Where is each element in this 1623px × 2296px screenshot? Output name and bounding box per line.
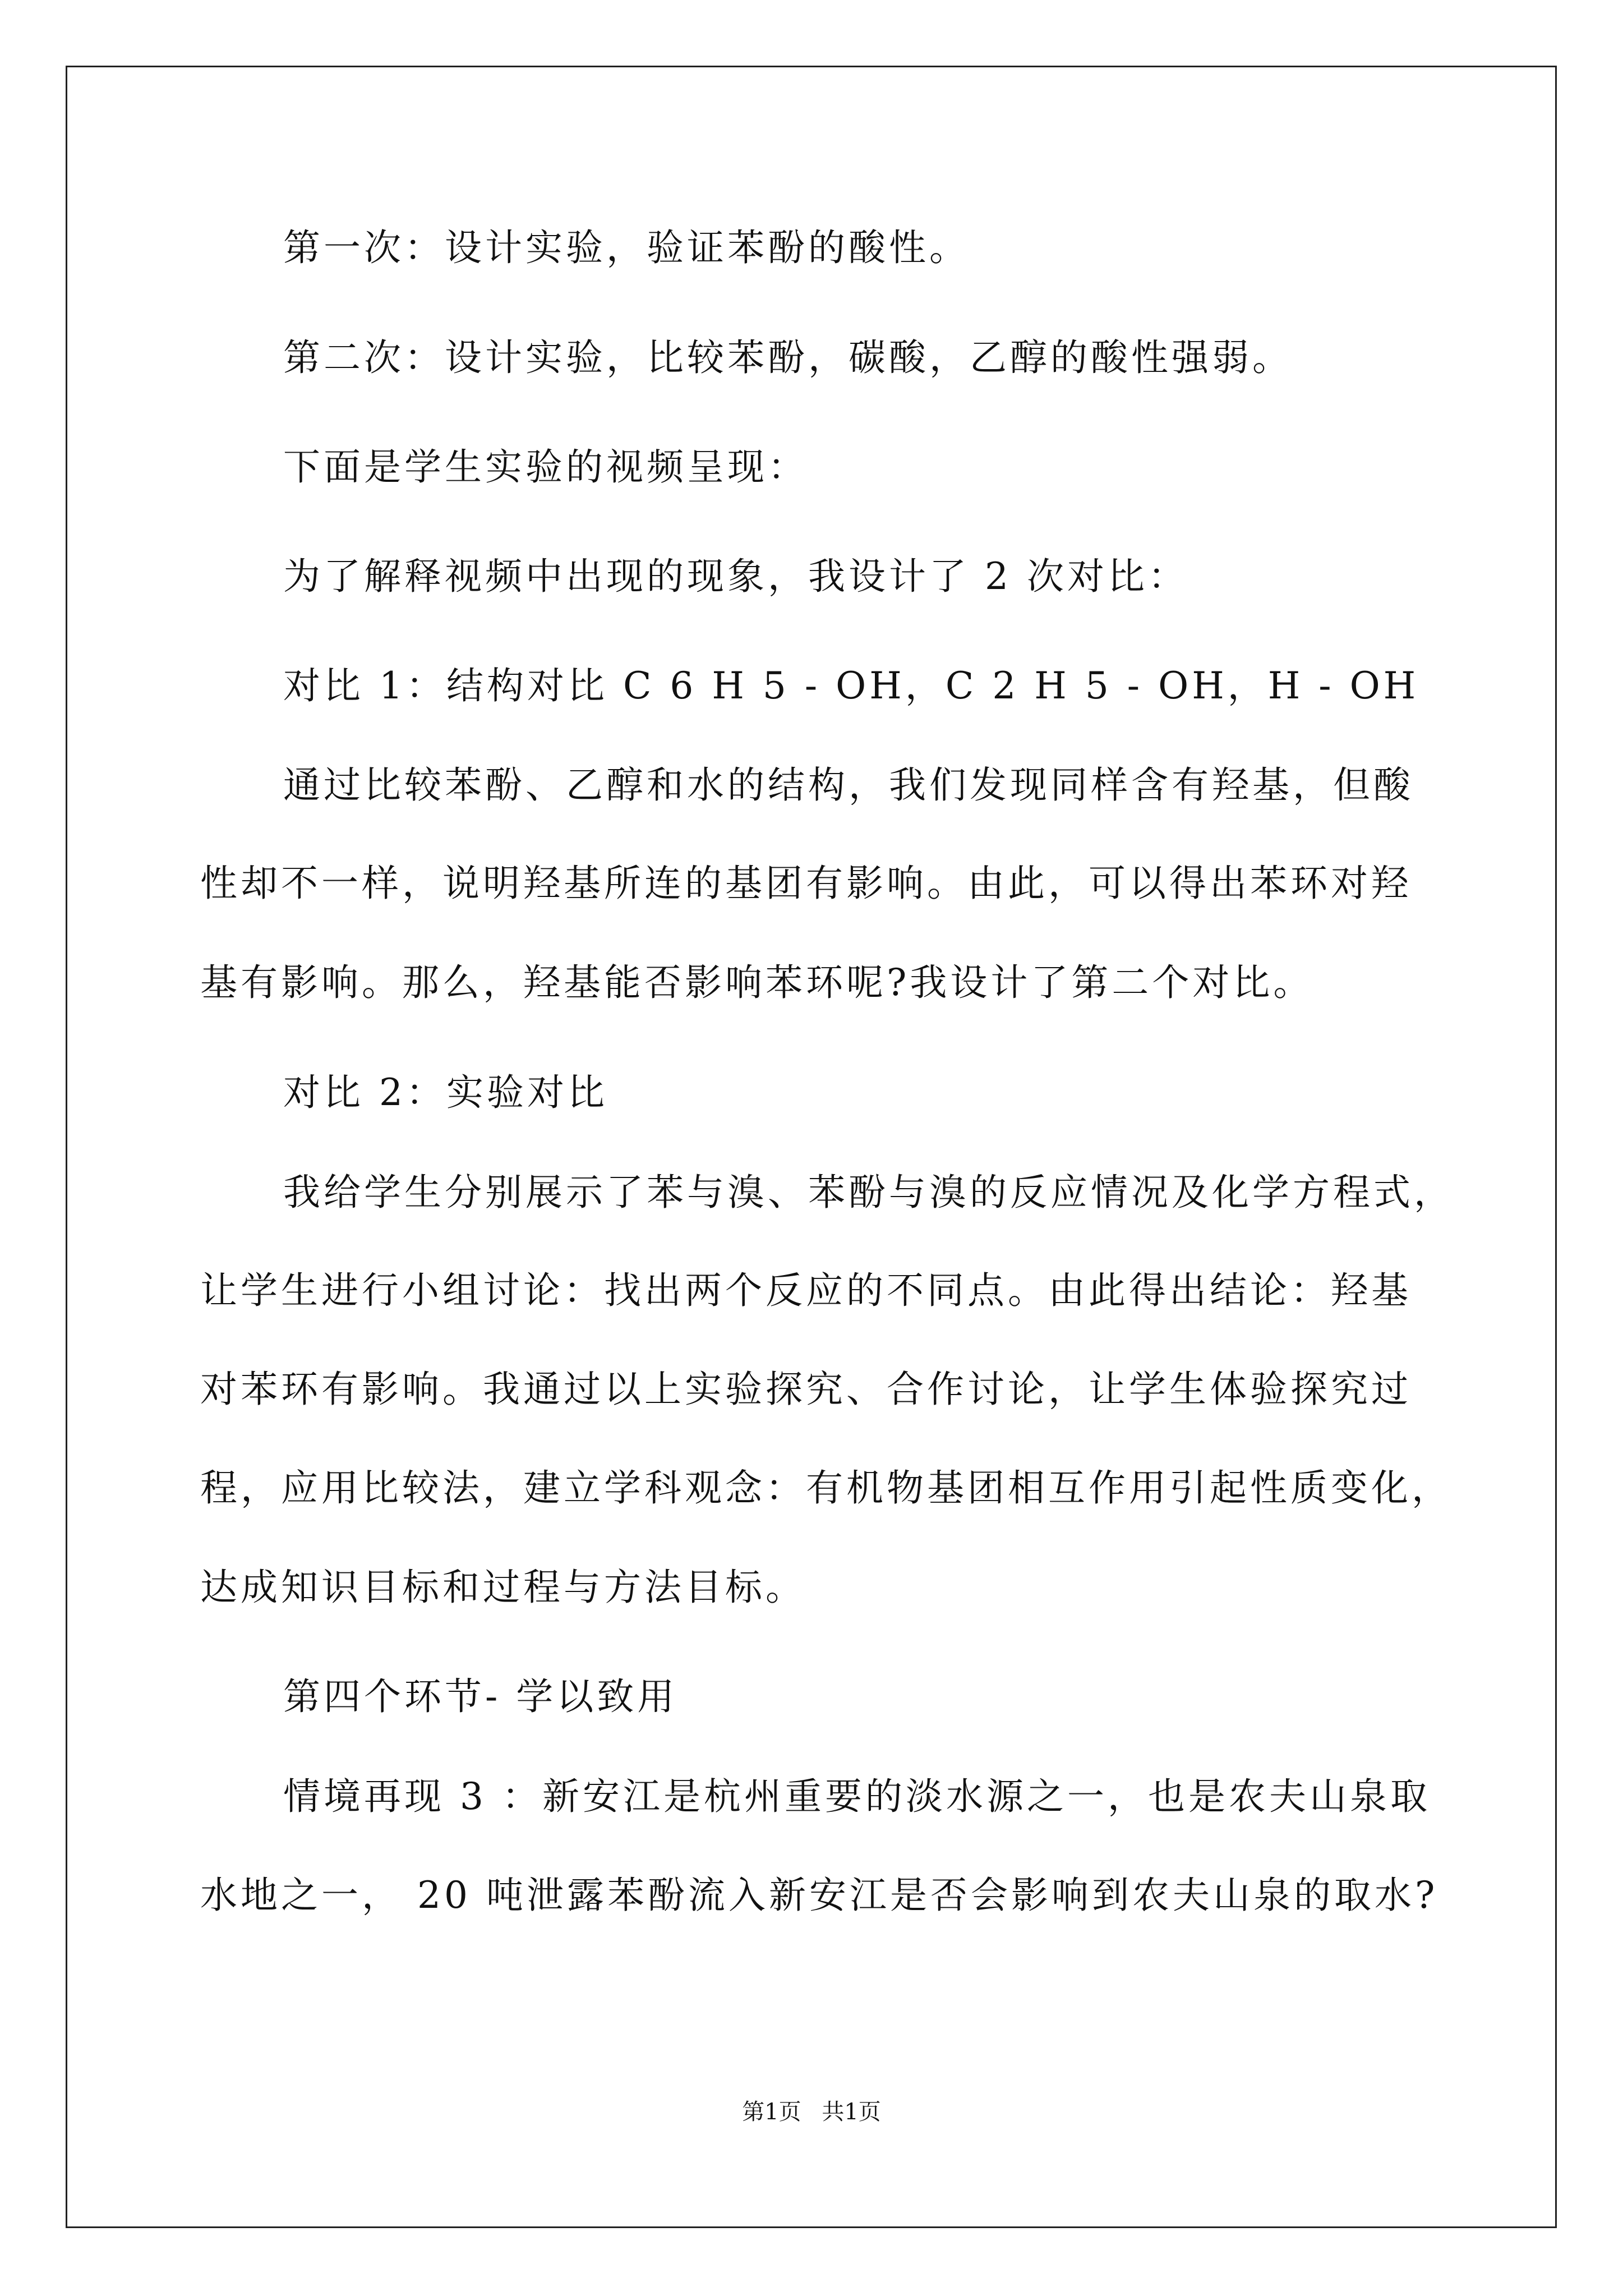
text-line-1: 第一次：设计实验，验证苯酚的酸性。	[283, 226, 970, 269]
page-footer	[0, 2098, 1623, 2126]
text-line-9: 对比 2：实验对比	[283, 1071, 608, 1114]
text-line-7: 性却不一样，说明羟基所连的基团有影响。由此，可以得出苯环对羟	[200, 862, 1412, 905]
text-line-14: 达成知识目标和过程与方法目标。	[200, 1566, 806, 1609]
text-line-17: 水地之一， 20 吨泄露苯酚流入新安江是否会影响到农夫山泉的取水?	[200, 1874, 1438, 1917]
text-line-4: 为了解释视频中出现的现象，我设计了 2 次对比：	[283, 555, 1188, 598]
text-line-2: 第二次：设计实验，比较苯酚，碳酸，乙醇的酸性强弱。	[283, 336, 1293, 379]
page-total: 共1页	[822, 2099, 881, 2125]
text-line-15: 第四个环节- 学以致用	[283, 1675, 678, 1718]
text-line-5: 对比 1：结构对比 C 6 H 5 - OH，C 2 H 5 - OH，H - OH	[283, 664, 1419, 707]
text-line-6: 通过比较苯酚、乙醇和水的结构，我们发现同样含有羟基，但酸	[283, 763, 1414, 807]
text-line-8: 基有影响。那么，羟基能否影响苯环呢?我设计了第二个对比。	[200, 961, 1314, 1004]
page-number: 第1页	[742, 2099, 801, 2125]
text-line-10: 我给学生分别展示了苯与溴、苯酚与溴的反应情况及化学方程式，	[283, 1171, 1454, 1214]
text-line-16: 情境再现 3 ：新安江是杭州重要的淡水源之一，也是农夫山泉取	[283, 1775, 1431, 1818]
text-line-12: 对苯环有影响。我通过以上实验探究、合作讨论，让学生体验探究过	[200, 1368, 1412, 1411]
text-line-13: 程，应用比较法，建立学科观念：有机物基团相互作用引起性质变化，	[200, 1466, 1452, 1510]
text-line-3: 下面是学生实验的视频呈现：	[283, 445, 808, 489]
text-line-11: 让学生进行小组讨论：找出两个反应的不同点。由此得出结论：羟基	[200, 1269, 1412, 1312]
